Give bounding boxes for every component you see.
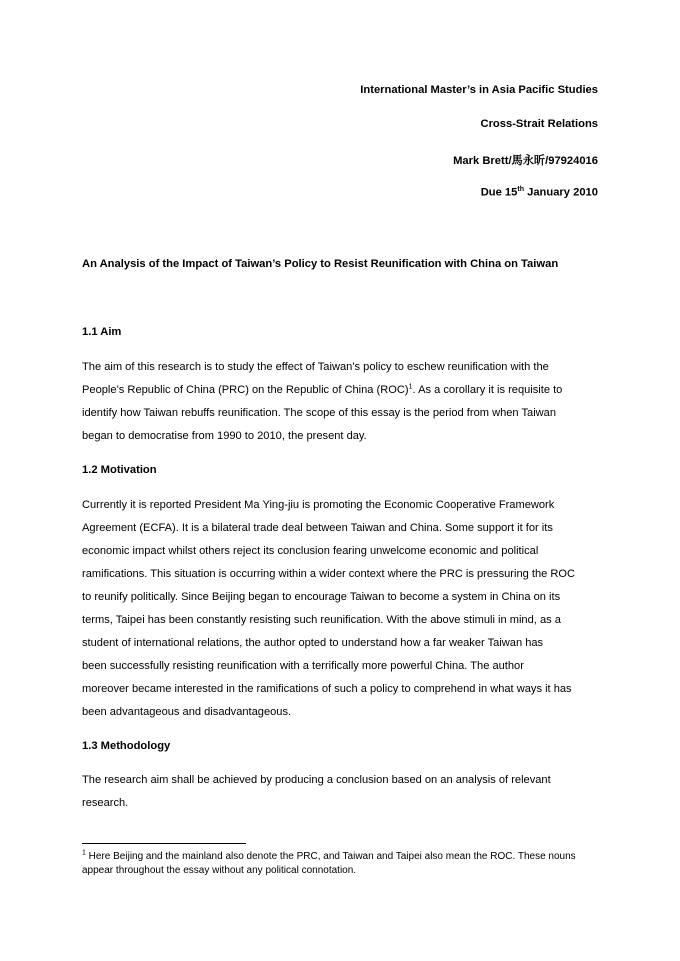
text-segment: People’s Republic of China (PRC) on the Republic of China (ROC) [82,384,409,396]
text-line: been advantageous and disadvantageous. [82,706,292,718]
text-line: identify how Taiwan rebuffs reunification. The scope of this essay is the period from when Taiwan [82,407,557,419]
text-line: The aim of this research is to study the effect of Taiwan’s policy to eschew reunification with the [82,361,549,373]
text-line [82,379,602,402]
section-heading-motivation: 1.2 Motivation [82,464,157,476]
due-suffix: January 2010 [523,186,598,199]
footnote-text: Here Beijing and the mainland also denote the PRC, and Taiwan and Taipei also mean the ROC. These nouns [85,851,576,862]
text-line: began to democratise from 1990 to 2010, the present day. [82,430,367,442]
due-ordinal: th [517,186,524,193]
section-heading-aim: 1.1 Aim [82,326,122,338]
text-line: research. [82,797,129,809]
footnote-reference[interactable]: 1 [408,383,413,391]
text-line: Currently it is reported President Ma Ying-jiu is promoting the Economic Cooperative Framework [82,499,555,511]
footnote-line: appear throughout the essay without any political connotation. [82,864,357,876]
footnote-marker: 1 [82,849,86,857]
due-prefix: Due 15 [480,186,518,199]
footnote [82,850,612,877]
methodology-paragraph [82,769,602,815]
course-name: Cross-Strait Relations [480,118,598,130]
text-line: been successfully resisting reunification with a terrifically more powerful China. The author [82,660,524,672]
author-line: Mark Brett/馬永昕/97924016 [453,155,598,167]
text-line: to reunify politically. Since Beijing began to encourage Taiwan to become a system in China on its [82,591,561,603]
text-line: terms, Taipei has been constantly resisting such reunification. With the above stimuli in mind, as a [82,614,561,626]
due-date [481,186,598,199]
text-line: economic impact whilst others reject its conclusion fearing unwelcome economic and political [82,545,539,557]
section-heading-methodology: 1.3 Methodology [82,740,171,752]
text-line: student of international relations, the author opted to understand how a far weaker Taiwan has [82,637,544,649]
text-line: moreover became interested in the ramifications of such a policy to comprehend in what ways it has [82,683,572,695]
program-name: International Master’s in Asia Pacific Studies [360,84,598,96]
motivation-paragraph [82,494,602,724]
footnote-line [82,850,612,864]
footnote-separator [82,843,246,844]
text-line: Agreement (ECFA). It is a bilateral trade deal between Taiwan and China. Some support it for its [82,522,553,534]
document-title: An Analysis of the Impact of Taiwan’s Policy to Resist Reunification with China on Taiwan [82,258,559,270]
aim-paragraph [82,356,602,448]
text-segment: . As a corollary it is requisite to [412,384,563,396]
text-line: ramifications. This situation is occurring within a wider context where the PRC is pressuring the ROC [82,568,576,580]
text-line: The research aim shall be achieved by producing a conclusion based on an analysis of relevant [82,774,551,786]
